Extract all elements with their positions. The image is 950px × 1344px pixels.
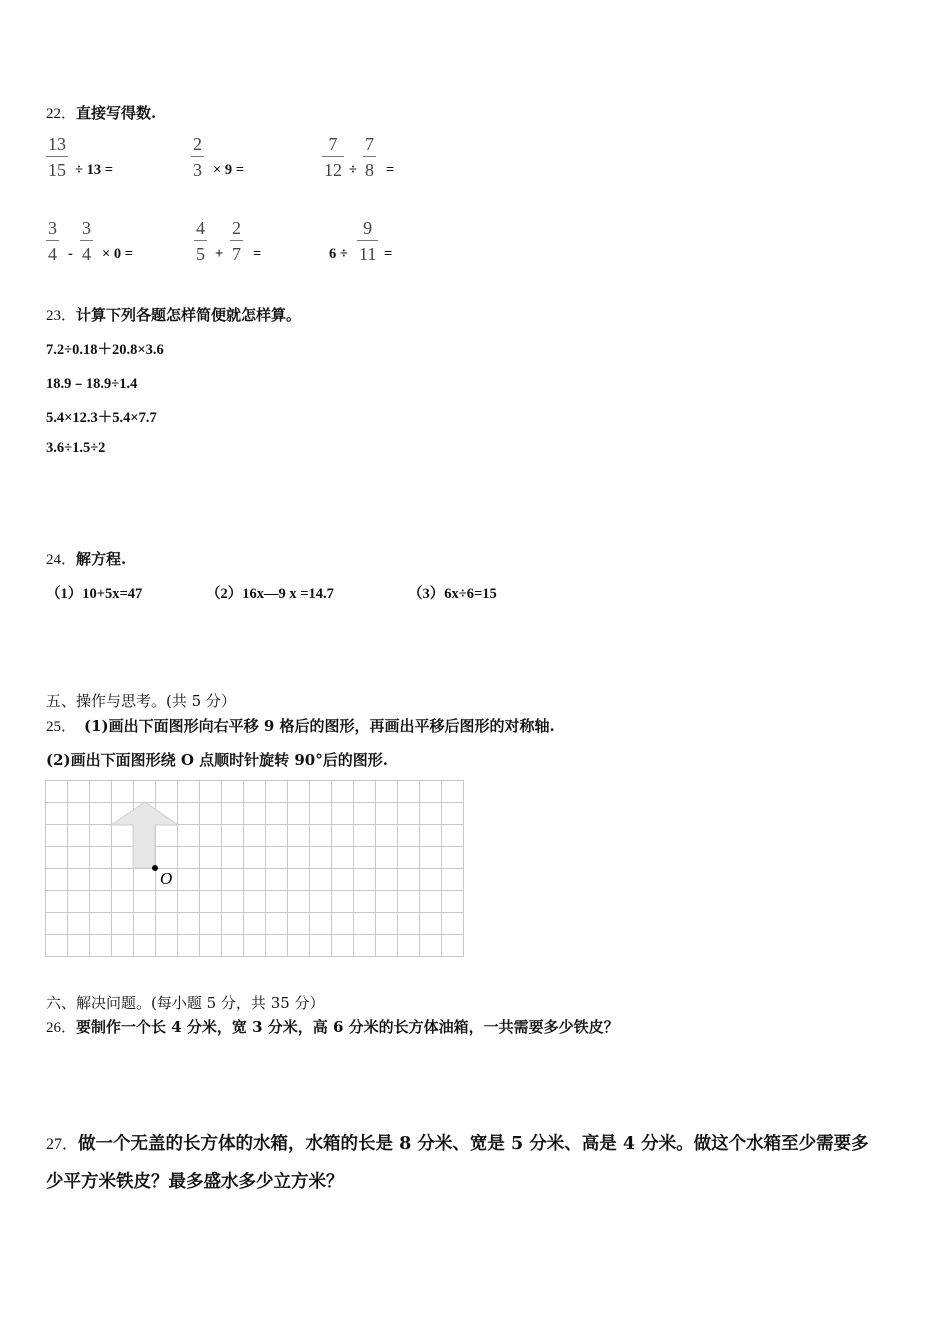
- point-o: [152, 865, 158, 871]
- fraction-2-3: [191, 135, 204, 179]
- q23-heading: [46, 304, 301, 325]
- grid-figure: [45, 780, 465, 957]
- q27-text-2: 少平方米铁皮？最多盛水多少立方米？: [46, 1172, 344, 1192]
- denominator: 3: [193, 160, 202, 180]
- q24-number: 24．: [46, 552, 77, 568]
- section-6-title: 六、解决问题。(每小题 5 分，共 35 分）: [46, 994, 325, 1012]
- expr-rest: × 9 =: [213, 162, 245, 178]
- q23-item-4: 3.6÷1.5÷2: [46, 440, 106, 456]
- point-o-label: O: [160, 869, 173, 888]
- q25-task-2: (2)画出下面图形绕 O 点顺时针旋转 90°后的图形.: [46, 751, 388, 769]
- expr-rest: × 0 =: [102, 246, 134, 262]
- q22-heading: [46, 102, 156, 123]
- numerator: 7: [365, 134, 374, 154]
- q27-number: 27．: [46, 1136, 79, 1153]
- section-5-title: 五、操作与思考。(共 5 分）: [46, 692, 236, 710]
- arrow-shape: [111, 802, 178, 868]
- fraction-9-11: [357, 219, 378, 263]
- operator: +: [215, 246, 224, 262]
- denominator: 8: [365, 160, 374, 180]
- q23-item-1: 7.2÷0.18＋20.8×3.6: [46, 342, 164, 358]
- q22-number: 22．: [46, 106, 77, 122]
- numerator: 7: [328, 134, 338, 154]
- numerator: 3: [48, 218, 57, 238]
- fraction-7-8: [363, 135, 376, 179]
- denominator: 12: [324, 160, 342, 180]
- equals: =: [386, 162, 395, 178]
- q25-task-1: (1)画出下面图形向右平移 9 格后的图形，再画出平移后图形的对称轴.: [84, 717, 555, 735]
- fraction-7-12: [322, 135, 344, 179]
- numerator: 13: [48, 134, 66, 154]
- q27-line-2: [46, 1168, 344, 1193]
- numerator: 4: [196, 218, 205, 238]
- q25-line-1: [46, 715, 555, 736]
- q26-number: 26．: [46, 1020, 77, 1036]
- equation-3: （3）6x÷6=15: [408, 586, 497, 602]
- denominator: 4: [48, 244, 57, 264]
- fraction-4-5: [194, 219, 207, 263]
- denominator: 11: [359, 244, 377, 264]
- q23-item-3: 5.4×12.3＋5.4×7.7: [46, 410, 157, 426]
- q24-heading: [46, 548, 126, 569]
- q27-line-1: [46, 1130, 869, 1155]
- fraction-2-7: [230, 219, 243, 263]
- q26-text: 要制作一个长 4 分米，宽 3 分米，高 6 分米的长方体油箱，一共需要多少铁皮？: [76, 1018, 619, 1036]
- denominator: 7: [232, 244, 241, 264]
- numerator: 2: [193, 134, 202, 154]
- q23-title: 计算下列各题怎样简便就怎样算。: [76, 306, 302, 324]
- denominator: 4: [82, 244, 91, 264]
- numerator: 2: [232, 218, 241, 238]
- q22-title: 直接写得数.: [76, 104, 157, 122]
- q26: [46, 1016, 619, 1037]
- numerator: 3: [82, 218, 91, 238]
- q23-item-2: 18.9﹣18.9÷1.4: [46, 376, 138, 392]
- fraction-3-4: [80, 219, 93, 263]
- equation-1: （1）10+5x=47: [46, 586, 143, 602]
- denominator: 15: [48, 160, 66, 180]
- numerator: 9: [363, 218, 373, 238]
- operator: ÷: [349, 162, 357, 178]
- denominator: 5: [196, 244, 205, 264]
- operator: -: [68, 246, 73, 262]
- fraction-3-4: [46, 219, 59, 263]
- expr-lead: 6 ÷: [329, 246, 348, 262]
- q27-text-1: 做一个无盖的长方体的水箱，水箱的长是 8 分米、宽是 5 分米、高是 4 分米。做这个水箱至少需要多: [78, 1134, 869, 1154]
- equation-2: （2）16x—9 x =14.7: [206, 586, 334, 602]
- expr-rest: ÷ 13 =: [75, 162, 113, 178]
- q25-line-2: [46, 749, 388, 770]
- equals: =: [253, 246, 262, 262]
- q25-number: 25．: [46, 719, 77, 735]
- q24-title: 解方程.: [76, 550, 127, 568]
- q23-number: 23．: [46, 308, 77, 324]
- grid-lines: [46, 781, 464, 957]
- fraction-13-15: [46, 135, 68, 179]
- equals: =: [384, 246, 393, 262]
